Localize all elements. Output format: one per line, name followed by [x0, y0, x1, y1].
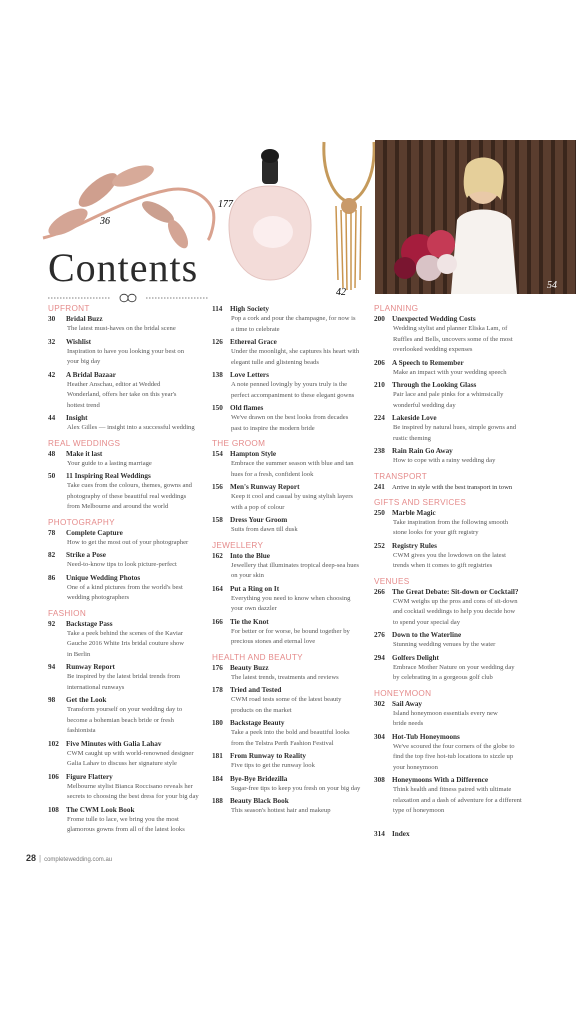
contents-entry[interactable] [374, 775, 534, 817]
entry-page-number: 150 [212, 404, 223, 412]
entry-page-number: 178 [212, 686, 223, 694]
entry-title: The Great Debate: Sit-down or Cocktail? [392, 587, 519, 596]
entry-description: CWM road tests some of the latest beauty [231, 696, 342, 703]
entry-title: Hot-Tub Honeymoons [392, 732, 460, 741]
entry-page-number: 30 [48, 315, 56, 323]
contents-entry[interactable] [48, 619, 208, 661]
entry-description: Jewellery that illuminates tropical deep-sea hues [231, 561, 359, 569]
entry-description: The latest trends, treatments and reviews [231, 673, 339, 681]
entry-description: Make an impact with your wedding speech [393, 368, 507, 376]
contents-entry[interactable] [48, 573, 208, 604]
contents-column-1 [48, 304, 208, 838]
entry-description: type of honeymoon [393, 807, 445, 814]
section-heading: VENUES [374, 576, 410, 586]
entry-title: Golfers Delight [392, 653, 439, 662]
contents-entry[interactable] [212, 370, 369, 401]
entry-page-number: 32 [48, 337, 56, 346]
entry-description: in Berlin [67, 650, 91, 658]
entry-title: Hampton Style [230, 450, 277, 458]
contents-entry[interactable] [48, 662, 208, 693]
entry-description: fashionista [67, 727, 96, 734]
contents-entry[interactable] [48, 471, 208, 513]
entry-title: Complete Capture [66, 528, 123, 537]
entry-description: become a bohemian beach bride or fresh [67, 716, 174, 724]
entry-title: Sail Away [392, 699, 423, 708]
necklace-image [318, 140, 380, 300]
contents-entry[interactable] [48, 805, 208, 836]
entry-title: Put a Ring on It [230, 584, 280, 593]
entry-description: photography of these beautiful real weddings [67, 492, 187, 500]
entry-description: Wonderland, offers her take on this year's [67, 391, 177, 398]
entry-title: Beauty Black Book [230, 797, 289, 805]
entry-page-number: 106 [48, 772, 59, 781]
entry-description: Melbourne stylist Bianca Roccisano reveals her [67, 782, 193, 790]
contents-entry[interactable] [212, 304, 369, 335]
contents-entry[interactable] [212, 685, 369, 716]
section-heading: HONEYMOON [374, 688, 432, 698]
entry-description: Wedding stylist and planner Eliska Lam, of [393, 325, 508, 332]
entry-page-number: 98 [48, 696, 56, 704]
contents-entry[interactable] [374, 413, 534, 444]
contents-entry[interactable] [48, 449, 208, 470]
contents-entry[interactable] [48, 739, 208, 770]
entry-description: Take cues from the colours, themes, gowns and [67, 482, 192, 489]
entry-description: wedding photographers [67, 594, 130, 601]
contents-entry[interactable] [374, 587, 534, 629]
entry-description: and cocktail weddings to help you decide how [393, 608, 516, 615]
entry-description: Keep it cool and casual by using stylish layers [231, 493, 353, 500]
entry-description: How to cope with a rainy wedding day [393, 457, 496, 464]
entry-page-number: 184 [212, 774, 223, 783]
image-page-label: 36 [100, 216, 110, 227]
entry-title: Tie the Knot [230, 617, 269, 626]
contents-entry[interactable] [374, 630, 534, 651]
entry-page-number: 294 [374, 653, 385, 662]
entry-page-number: 276 [374, 631, 385, 639]
contents-entry[interactable] [374, 314, 534, 356]
entry-title: Beauty Buzz [230, 663, 269, 672]
entry-title: Arrive in style with the best transport in town [392, 483, 513, 491]
entry-title: Honeymoons With a Difference [392, 776, 489, 784]
contents-entry[interactable] [212, 718, 369, 749]
contents-entry[interactable] [374, 380, 534, 411]
entry-description: products on the market [231, 706, 292, 714]
entry-title: Unexpected Wedding Costs [392, 315, 476, 323]
entry-description: Think health and fitness paired with ultimate [393, 786, 512, 793]
entry-title: Get the Look [66, 696, 107, 704]
entry-description: hues for a fresh, confident look [231, 470, 314, 478]
contents-entry[interactable] [374, 508, 534, 539]
entry-description: stone looks for your gift registry [393, 529, 479, 536]
title-ornament [48, 293, 208, 303]
entry-page-number: 48 [48, 449, 56, 458]
entry-title: Into the Blue [230, 551, 270, 560]
entry-description: glamorous gowns from all of the latest looks [67, 826, 185, 833]
contents-entry[interactable] [374, 446, 534, 467]
entry-page-number: 206 [374, 358, 385, 367]
entry-description: with a pop of colour [231, 503, 285, 511]
entry-page-number: 156 [212, 483, 223, 491]
entry-description: For better or for worse, be bound together by [231, 627, 350, 635]
entry-page-number: 224 [374, 414, 385, 422]
section-heading: PHOTOGRAPHY [48, 517, 115, 527]
entry-description: Embrace the summer season with blue and tan [231, 460, 354, 467]
entry-description: find the top five hot-tub locations to sizzle up [393, 753, 514, 760]
entry-page-number: 308 [374, 776, 385, 784]
entry-title: Wishlist [66, 337, 92, 346]
entry-description: a time to celebrate [231, 325, 280, 333]
entry-title: Registry Rules [392, 541, 437, 550]
entry-description: Galia Lahav to discuss her signature style [67, 760, 177, 767]
entry-title: Through the Looking Glass [392, 381, 477, 389]
entry-title: Men's Runway Report [230, 483, 300, 491]
contents-entry[interactable] [212, 617, 369, 648]
entry-description: past to inspire the modern bride [231, 424, 315, 432]
contents-entry[interactable] [212, 796, 369, 817]
entry-title: Five Minutes with Galia Lahav [66, 739, 162, 748]
contents-entry[interactable] [374, 541, 534, 572]
contents-entry[interactable] [212, 482, 369, 513]
entry-description: Heather Anschau, editor at Wedded [67, 380, 161, 388]
entry-description: Gauche 2016 White Iris bridal couture show [67, 640, 185, 647]
entry-description: Be inspired by the latest bridal trends from [67, 673, 180, 680]
entry-page-number: 188 [212, 797, 223, 805]
entry-page-number: 166 [212, 617, 223, 626]
entry-title: Lakeside Love [392, 414, 437, 422]
entry-page-number: 44 [48, 414, 56, 422]
entry-description: CWM caught up with world-renowned designer [67, 749, 194, 757]
page-footer: 28 | completewedding.com.au [26, 853, 113, 863]
entry-description: by celebrating in a gorgeous golf club [393, 674, 493, 681]
entry-title: The CWM Look Book [66, 805, 135, 814]
entry-title: Rain Rain Go Away [392, 447, 453, 455]
entry-page-number: 314 [374, 829, 385, 838]
section-heading: JEWELLERY [212, 540, 264, 550]
section-heading: GIFTS AND SERVICES [374, 497, 467, 507]
entry-description: rustic theming [393, 434, 431, 442]
image-page-label: 177 [218, 199, 233, 210]
entry-title: Bye-Bye Bridezilla [230, 774, 288, 783]
entry-page-number: 126 [212, 338, 223, 346]
entry-description: CWM weighs up the pros and cons of sit-down [393, 597, 518, 605]
entry-page-number: 266 [374, 587, 385, 596]
contents-entry[interactable] [374, 482, 534, 493]
contents-entry[interactable] [212, 403, 369, 434]
contents-entry[interactable] [212, 584, 369, 615]
entry-description: perfect accompaniment to these elegant gowns [231, 391, 355, 399]
contents-entry[interactable] [48, 772, 208, 803]
section-heading: THE GROOM [212, 439, 266, 448]
entry-description: Your guide to a lasting marriage [67, 459, 152, 467]
entry-description: Sugar-free tips to keep you fresh on your big day [231, 784, 361, 792]
entry-description: Island honeymoon essentials every new [393, 709, 498, 717]
entry-title: Runway Report [66, 663, 115, 671]
image-page-label: 54 [547, 280, 557, 291]
entry-page-number: 78 [48, 528, 56, 537]
entry-page-number: 92 [48, 619, 56, 628]
contents-entry[interactable] [212, 551, 369, 582]
entry-page-number: 158 [212, 516, 223, 524]
entry-page-number: 250 [374, 508, 385, 517]
entry-title: From Runway to Reality [230, 752, 306, 760]
section-heading: HEALTH AND BEAUTY [212, 652, 303, 662]
entry-page-number: 252 [374, 541, 385, 550]
entry-title: Backstage Pass [66, 619, 113, 628]
contents-entry[interactable] [48, 370, 208, 412]
contents-column-2 [212, 304, 369, 819]
contents-entry[interactable] [374, 699, 534, 730]
entry-page-number: 241 [374, 482, 385, 491]
entry-page-number: 164 [212, 584, 223, 593]
contents-entry[interactable] [48, 528, 208, 549]
section-heading: TRANSPORT [374, 471, 428, 481]
entry-title: A Bridal Bazaar [66, 370, 116, 379]
entry-page-number: 42 [48, 370, 56, 379]
entry-description: Under the moonlight, she captures his heart with [231, 348, 360, 355]
contents-entry[interactable] [374, 732, 534, 774]
contents-entry[interactable] [48, 695, 208, 737]
footer-page-number: 28 [26, 853, 37, 863]
entry-description: relaxation and a dash of adventure for a different [393, 796, 522, 804]
entry-title: Figure Flattery [66, 772, 113, 781]
entry-title: High Society [230, 305, 269, 313]
entry-description: CWM gives you the lowdown on the latest [393, 551, 506, 559]
entry-description: Alex Gilles — insight into a successful wedding [67, 424, 195, 431]
entry-page-number: 50 [48, 472, 56, 480]
entry-description: Stunning wedding venues by the water [393, 641, 496, 648]
entry-description: bride needs [393, 720, 424, 727]
entry-description: from Melbourne and around the world [67, 503, 169, 510]
contents-entry[interactable] [48, 337, 208, 368]
entry-description: A note penned lovingly by yours truly is the [231, 381, 348, 388]
entry-title: Insight [66, 414, 88, 422]
entry-description: wonderful wedding day [393, 401, 456, 409]
entry-page-number: 200 [374, 315, 385, 323]
contents-entry[interactable] [212, 663, 369, 684]
contents-entry[interactable] [212, 515, 369, 536]
entry-description: How to get the most out of your photographer [67, 538, 189, 546]
contents-column-3 [374, 304, 534, 841]
entry-description: Need-to-know tips to look picture-perfect [67, 561, 177, 568]
entry-page-number: 138 [212, 371, 223, 379]
entry-description: We've drawn on the best looks from decades [231, 414, 349, 421]
entry-description: secrets to choosing the best dress for your big day [67, 793, 199, 800]
entry-description: One of a kind pictures from the world's best [67, 583, 183, 591]
entry-page-number: 82 [48, 551, 56, 559]
entry-title: Unique Wedding Photos [66, 573, 141, 582]
contents-entry[interactable] [212, 337, 369, 368]
entry-page-number: 94 [48, 663, 56, 671]
entry-title: Bridal Buzz [66, 315, 103, 323]
entry-description: Transform yourself on your wedding day to [67, 706, 183, 713]
section-heading: REAL WEDDINGS [48, 438, 121, 448]
entry-description: from the Telstra Perth Fashion Festival [231, 739, 334, 747]
entry-title: Backstage Beauty [230, 719, 285, 727]
contents-entry[interactable] [212, 774, 369, 795]
contents-entry[interactable] [212, 449, 369, 480]
entry-page-number: 180 [212, 719, 223, 727]
entry-description: Suits from dawn till dusk [231, 526, 298, 533]
contents-entry[interactable] [374, 653, 534, 684]
entry-title: Old flames [230, 404, 264, 412]
entry-description: Ruffles and Bells, uncovers some of the most [393, 335, 513, 343]
entry-page-number: 238 [374, 447, 385, 455]
entry-page-number: 154 [212, 450, 223, 458]
page-title: Contents [48, 245, 199, 290]
contents-entry[interactable] [374, 829, 534, 839]
entry-title: Marble Magic [392, 508, 436, 517]
image-page-label: 42 [336, 287, 346, 298]
entry-page-number: 176 [212, 663, 223, 672]
entry-page-number: 210 [374, 381, 385, 389]
contents-entry[interactable] [374, 358, 534, 379]
entry-title: Tried and Tested [230, 686, 282, 694]
entry-title: Love Letters [230, 371, 269, 379]
entry-description: your own dazzler [231, 605, 277, 612]
entry-description: your honeymoon [393, 763, 438, 771]
entry-page-number: 114 [212, 305, 223, 313]
section-heading: FASHION [48, 608, 87, 618]
footer-site[interactable]: completewedding.com.au [44, 857, 113, 863]
entry-title: Dress Your Groom [230, 516, 288, 524]
entry-description: overlooked wedding expenses [393, 346, 473, 353]
entry-title: A Speech to Remember [392, 358, 464, 367]
perfume-image [215, 140, 325, 295]
entry-title: Strike a Pose [66, 551, 106, 559]
entry-description: trends when it comes to gift registries [393, 562, 493, 569]
entry-title: Ethereal Grace [230, 338, 277, 346]
entry-title: Make it last [66, 449, 103, 458]
entry-description: international runways [67, 683, 125, 691]
entry-description: Inspiration to have you looking your best on [67, 347, 185, 355]
entry-title: Down to the Waterline [392, 631, 462, 639]
contents-entry[interactable] [48, 550, 208, 571]
section-heading: PLANNING [374, 304, 419, 313]
entry-description: hottest trend [67, 401, 100, 409]
entry-description: Take inspiration from the following smooth [393, 518, 509, 526]
entry-description: Take a peek behind the scenes of the Kaviar [67, 629, 183, 637]
entry-page-number: 86 [48, 573, 56, 582]
entry-page-number: 108 [48, 805, 59, 814]
section-heading: UPFRONT [48, 304, 90, 313]
entry-description: to spend your special day [393, 618, 461, 626]
entry-description: Pop a cork and pour the champagne, for now is [231, 315, 356, 322]
contents-entry[interactable] [48, 413, 208, 434]
entry-description: This season's hottest hair and makeup [231, 807, 331, 814]
entry-page-number: 302 [374, 699, 385, 708]
entry-description: Five tips to get the runway look [231, 762, 315, 769]
entry-description: The latest must-haves on the bridal scene [67, 325, 176, 332]
entry-page-number: 181 [212, 752, 223, 760]
contents-entry[interactable] [48, 314, 208, 335]
bride-photo [375, 140, 576, 294]
entry-page-number: 304 [374, 732, 385, 741]
entry-title: Index [392, 829, 410, 838]
entry-description: Everything you need to know when choosing [231, 594, 351, 602]
entry-description: Frome tulle to lace, we bring you the most [67, 815, 179, 823]
entry-description: Take a peek into the bold and beautiful looks [231, 729, 350, 736]
entry-description: on your skin [231, 572, 264, 579]
entry-description: We've scoured the four corners of the globe to [393, 742, 515, 750]
entry-page-number: 162 [212, 551, 223, 560]
entry-description: Be inspired by natural hues, simple gowns and [393, 424, 517, 431]
entry-description: precious stones and eternal love [231, 638, 316, 645]
entry-description: Embrace Mother Nature on your wedding day [393, 663, 515, 671]
entry-description: elegant tulle and glistening beads [231, 358, 319, 366]
entry-title: 11 Inspiring Real Weddings [66, 472, 151, 480]
contents-entry[interactable] [212, 751, 369, 772]
entry-page-number: 102 [48, 739, 59, 748]
entry-description: your big day [67, 358, 101, 365]
entry-description: Pair lace and pale pinks for a whimsically [393, 391, 504, 398]
